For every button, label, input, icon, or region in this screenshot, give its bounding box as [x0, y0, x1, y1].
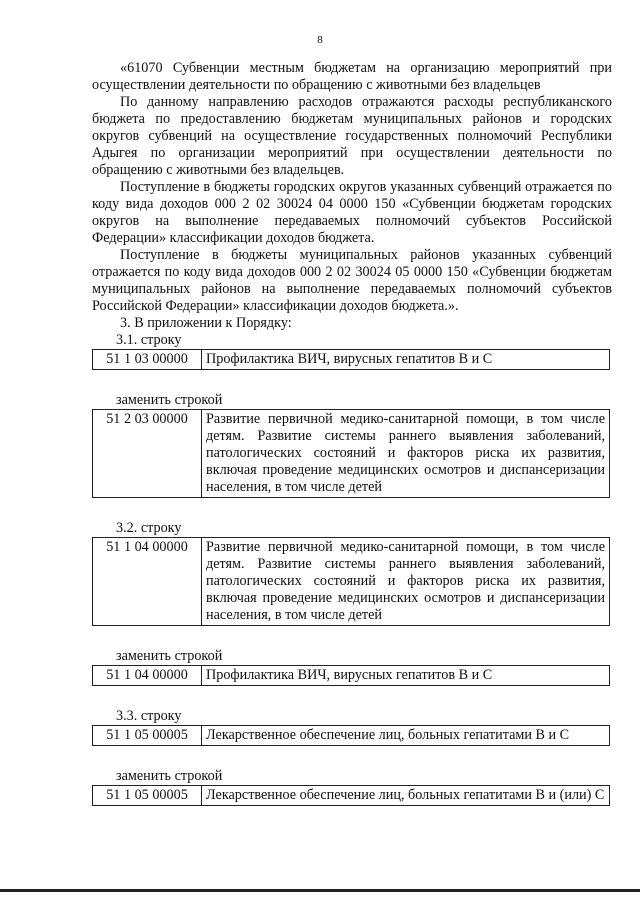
paragraph-heading: «61070 Субвенции местным бюджетам на организацию мероприятий при осуществлении деятельности по обращению с животными без владельцев: [92, 60, 612, 93]
table-row: [93, 786, 610, 806]
code-table-3-2-original: [92, 537, 610, 626]
paragraph-city-districts: Поступление в бюджеты городских округов указанных субвенций отражается по коду вида доходов 000 2 02 30024 04 0000 150 «Субвенции бюджетам городских округов на выполнение передаваемых полномочий субъектов Российской Федерации» классификации доходов бюджета.: [92, 179, 612, 246]
document-body: [92, 60, 612, 806]
code-table-3-3-original: [92, 725, 610, 746]
row-description: Профилактика ВИЧ, вирусных гепатитов В и С: [202, 666, 610, 686]
table-row: [93, 410, 610, 498]
table-row: [93, 538, 610, 626]
paragraph-expenses: По данному направлению расходов отражаются расходы республиканского бюджета по предоставлению бюджетам муниципальных районов и городских округов субвенций на осуществление государственных полномочий Республики Адыгея по организации мероприятий при осуществлении деятельности по обращению с животными без владельцев.: [92, 94, 612, 178]
section-label-3-3: 3.3. строку: [116, 708, 182, 724]
row-description: Лекарственное обеспечение лиц, больных гепатитами В и С: [202, 726, 610, 746]
row-code: 51 1 04 00000: [93, 538, 202, 626]
code-table-3-1-replacement: [92, 409, 610, 498]
table-row: [93, 666, 610, 686]
row-code: 51 1 05 00005: [93, 726, 202, 746]
row-code: 51 1 04 00000: [93, 666, 202, 686]
row-code: 51 2 03 00000: [93, 410, 202, 498]
row-description: Лекарственное обеспечение лиц, больных гепатитами В и (или) С: [202, 786, 610, 806]
code-table-3-3-replacement: [92, 785, 610, 806]
replace-label-3-3: заменить строкой: [116, 768, 223, 784]
page-number: 8: [317, 34, 323, 46]
paragraph-appendix: 3. В приложении к Порядку:: [120, 315, 292, 331]
table-row: [93, 726, 610, 746]
section-label-3-2: 3.2. строку: [116, 520, 182, 536]
row-code: 51 1 03 00000: [93, 350, 202, 370]
scan-edge-line: [0, 889, 640, 892]
paragraph-municipal-districts: Поступление в бюджеты муниципальных районов указанных субвенций отражается по коду вида доходов 000 2 02 30024 05 0000 150 «Субвенции бюджетам муниципальных районов на выполнение передаваемых полномочий субъектов Российской Федерации» классификации доходов бюджета.».: [92, 247, 612, 314]
replace-label-3-2: заменить строкой: [116, 648, 223, 664]
section-label-3-1: 3.1. строку: [116, 332, 182, 348]
row-description: Развитие первичной медико-санитарной помощи, в том числе детям. Развитие системы раннего выявления заболеваний, патологических состояний и факторов риска их развития, включая проведение медицинских осмотров и диспансеризации населения, в том числе детей: [202, 410, 610, 498]
row-code: 51 1 05 00005: [93, 786, 202, 806]
table-row: [93, 350, 610, 370]
code-table-3-1-original: [92, 349, 610, 370]
row-description: Развитие первичной медико-санитарной помощи, в том числе детям. Развитие системы раннего выявления заболеваний, патологических состояний и факторов риска их развития, включая проведение медицинских осмотров и диспансеризации населения, в том числе детей: [202, 538, 610, 626]
row-description: Профилактика ВИЧ, вирусных гепатитов В и С: [202, 350, 610, 370]
code-table-3-2-replacement: [92, 665, 610, 686]
replace-label-3-1: заменить строкой: [116, 392, 223, 408]
